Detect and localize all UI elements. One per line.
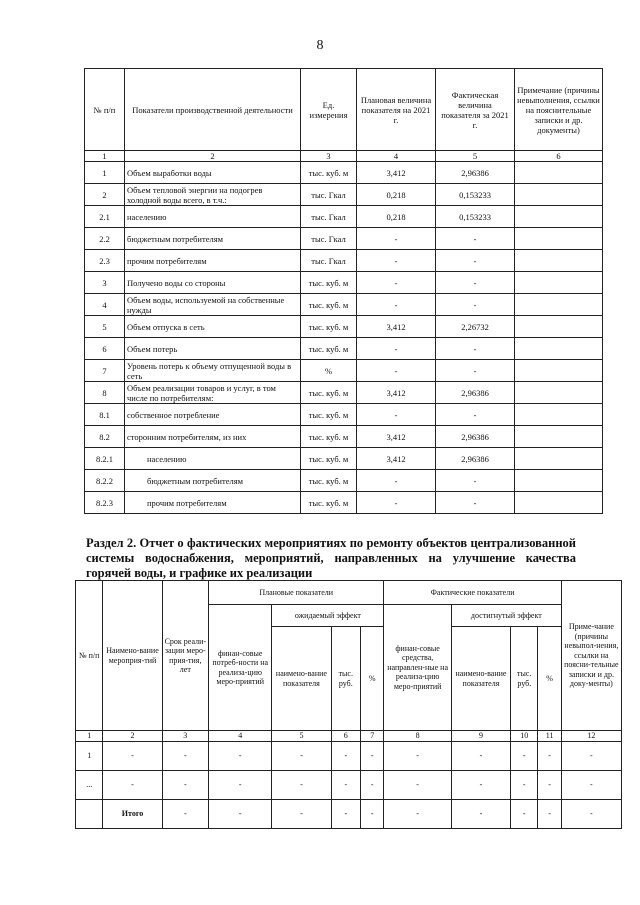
row-number: 8.2.2 xyxy=(85,470,125,492)
t2-header-achieved: достигнутый эффект xyxy=(451,605,561,627)
col-number: 5 xyxy=(436,151,515,162)
note xyxy=(515,448,603,470)
fact-value: 2,96386 xyxy=(436,448,515,470)
unit: тыс. куб. м xyxy=(301,426,357,448)
unit: тыс. куб. м xyxy=(301,316,357,338)
unit: тыс. Гкал xyxy=(301,250,357,272)
table-cell: - xyxy=(561,800,621,829)
t2-header-rub: тыс. руб. xyxy=(331,627,361,731)
page-number: 8 xyxy=(316,38,324,53)
indicator-name: Объем воды, используемой на собственные нужды xyxy=(125,294,301,316)
fact-value: 0,153233 xyxy=(436,184,515,206)
unit: тыс. Гкал xyxy=(301,206,357,228)
header-num: № п/п xyxy=(85,69,125,151)
row-number: 8.1 xyxy=(85,404,125,426)
table-cell: - xyxy=(511,771,538,800)
fact-value: 2,96386 xyxy=(436,426,515,448)
header-indicator: Показатели производственной деятельности xyxy=(125,69,301,151)
plan-value: - xyxy=(357,250,436,272)
table-cell: - xyxy=(331,742,361,771)
plan-value: - xyxy=(357,294,436,316)
t2-header-indicator-name-2: наимено-вание показателя xyxy=(451,627,510,731)
table-cell: ... xyxy=(76,771,103,800)
note xyxy=(515,272,603,294)
row-number: 2 xyxy=(85,184,125,206)
fact-value: - xyxy=(436,294,515,316)
col-number: 5 xyxy=(272,731,331,742)
table-row xyxy=(85,470,603,492)
unit: тыс. куб. м xyxy=(301,272,357,294)
table-cell: - xyxy=(162,742,208,771)
production-indicators-table xyxy=(84,68,603,514)
t2-header-actual: Фактические показатели xyxy=(384,581,561,605)
table-row xyxy=(85,360,603,382)
table-cell: - xyxy=(511,742,538,771)
header-plan: Плановая величина показателя на 2021 г. xyxy=(357,69,436,151)
unit: тыс. Гкал xyxy=(301,184,357,206)
unit: тыс. куб. м xyxy=(301,338,357,360)
col-number: 2 xyxy=(125,151,301,162)
plan-value: 3,412 xyxy=(357,382,436,404)
t2-header-indicator-name: наимено-вание показателя xyxy=(272,627,331,731)
table-cell: - xyxy=(511,800,538,829)
indicator-name: населению xyxy=(125,206,301,228)
col-number: 9 xyxy=(451,731,510,742)
table-cell: - xyxy=(272,771,331,800)
note xyxy=(515,492,603,514)
indicator-name: Объем тепловой энергии на подогрев холодной воды всего, в т.ч.: xyxy=(125,184,301,206)
indicator-name: Объем потерь xyxy=(125,338,301,360)
section-2-title: Раздел 2. Отчет о фактических мероприятиях по ремонту объектов централизованной системы водоснабжения, мероприятий, направленных на улучшение качества горячей воды, и графике их реализации xyxy=(86,536,576,580)
indicator-name: Объем отпуска в сеть xyxy=(125,316,301,338)
table-row xyxy=(85,316,603,338)
table-cell: - xyxy=(103,742,162,771)
t2-header-expected: ожидаемый эффект xyxy=(272,605,384,627)
row-number: 8.2.1 xyxy=(85,448,125,470)
note xyxy=(515,162,603,184)
t2-header-rub-2: тыс. руб. xyxy=(511,627,538,731)
table-row xyxy=(85,426,603,448)
table-row xyxy=(85,492,603,514)
table1-body xyxy=(85,162,603,514)
col-number: 7 xyxy=(361,731,384,742)
table-row xyxy=(76,742,622,771)
note xyxy=(515,338,603,360)
t2-header-act-fin: финан-совые средства, направлен-ные на реализа-цию меро-приятий xyxy=(384,605,452,731)
indicator-name: прочим потребителям xyxy=(125,492,301,514)
plan-value: - xyxy=(357,404,436,426)
col-number: 4 xyxy=(357,151,436,162)
table-cell: 1 xyxy=(76,742,103,771)
table-row xyxy=(85,162,603,184)
indicator-name: Объем реализации товаров и услуг, в том числе по потребителям: xyxy=(125,382,301,404)
fact-value: - xyxy=(436,404,515,426)
col-number: 12 xyxy=(561,731,621,742)
col-number: 3 xyxy=(162,731,208,742)
t2-header-planned: Плановые показатели xyxy=(209,581,384,605)
col-number: 3 xyxy=(301,151,357,162)
row-number: 8 xyxy=(85,382,125,404)
table-cell: - xyxy=(538,742,561,771)
table-cell: - xyxy=(209,771,272,800)
t2-header-pct-2: % xyxy=(538,627,561,731)
fact-value: - xyxy=(436,360,515,382)
header-unit: Ед. измерения xyxy=(301,69,357,151)
table-row xyxy=(85,272,603,294)
row-number: 3 xyxy=(85,272,125,294)
unit: тыс. куб. м xyxy=(301,162,357,184)
table-cell: - xyxy=(162,771,208,800)
t2-header-pct: % xyxy=(361,627,384,731)
table-cell xyxy=(76,800,103,829)
table-cell: - xyxy=(209,800,272,829)
header-fact: Фактическая величина показателя за 2021 г. xyxy=(436,69,515,151)
table-cell: - xyxy=(561,771,621,800)
table-cell: - xyxy=(361,742,384,771)
row-number: 4 xyxy=(85,294,125,316)
note xyxy=(515,470,603,492)
table-cell: - xyxy=(451,742,510,771)
indicator-name: Уровень потерь к объему отпущенной воды в сеть xyxy=(125,360,301,382)
unit: тыс. Гкал xyxy=(301,228,357,250)
table-cell: - xyxy=(538,800,561,829)
unit: тыс. куб. м xyxy=(301,448,357,470)
col-number: 4 xyxy=(209,731,272,742)
col-number: 1 xyxy=(76,731,103,742)
table-cell: - xyxy=(451,771,510,800)
indicator-name: собственное потребление xyxy=(125,404,301,426)
t2-header-num: № п/п xyxy=(76,581,103,731)
t2-header-note: Приме-чание (причины невыпол-нения, ссылки на поясни-тельные записки и др. доку-менты) xyxy=(561,581,621,731)
indicator-name: сторонним потребителям, из них xyxy=(125,426,301,448)
fact-value: - xyxy=(436,338,515,360)
fact-value: 0,153233 xyxy=(436,206,515,228)
table-row xyxy=(85,404,603,426)
table2-body xyxy=(76,742,622,829)
fact-value: 2,96386 xyxy=(436,162,515,184)
fact-value: - xyxy=(436,250,515,272)
table-row xyxy=(76,800,622,829)
table-cell: - xyxy=(451,800,510,829)
col-number: 10 xyxy=(511,731,538,742)
row-number: 7 xyxy=(85,360,125,382)
table-cell: - xyxy=(361,771,384,800)
unit: тыс. куб. м xyxy=(301,382,357,404)
t2-header-plan-fin: финан-совые потреб-ности на реализа-цию меро-приятий xyxy=(209,605,272,731)
unit: тыс. куб. м xyxy=(301,294,357,316)
note xyxy=(515,206,603,228)
note xyxy=(515,404,603,426)
indicator-name: Получено воды со стороны xyxy=(125,272,301,294)
plan-value: - xyxy=(357,492,436,514)
row-number: 2.1 xyxy=(85,206,125,228)
plan-value: 3,412 xyxy=(357,316,436,338)
plan-value: - xyxy=(357,360,436,382)
plan-value: - xyxy=(357,228,436,250)
unit: тыс. куб. м xyxy=(301,404,357,426)
note xyxy=(515,228,603,250)
indicator-name: населению xyxy=(125,448,301,470)
col-number: 1 xyxy=(85,151,125,162)
table-cell: - xyxy=(209,742,272,771)
fact-value: - xyxy=(436,470,515,492)
col-number: 2 xyxy=(103,731,162,742)
plan-value: 0,218 xyxy=(357,184,436,206)
table-cell: - xyxy=(384,800,452,829)
row-number: 6 xyxy=(85,338,125,360)
note xyxy=(515,250,603,272)
plan-value: - xyxy=(357,470,436,492)
fact-value: - xyxy=(436,272,515,294)
col-number: 8 xyxy=(384,731,452,742)
plan-value: 0,218 xyxy=(357,206,436,228)
row-number: 8.2 xyxy=(85,426,125,448)
repair-measures-table xyxy=(75,580,622,829)
plan-value: 3,412 xyxy=(357,448,436,470)
table-row xyxy=(85,250,603,272)
col-number: 11 xyxy=(538,731,561,742)
note xyxy=(515,382,603,404)
indicator-name: Объем выработки воды xyxy=(125,162,301,184)
table-cell: - xyxy=(331,771,361,800)
col-number: 6 xyxy=(515,151,603,162)
fact-value: - xyxy=(436,228,515,250)
note xyxy=(515,294,603,316)
fact-value: 2,96386 xyxy=(436,382,515,404)
table-row xyxy=(85,228,603,250)
fact-value: 2,26732 xyxy=(436,316,515,338)
table-cell: - xyxy=(384,742,452,771)
unit: % xyxy=(301,360,357,382)
note xyxy=(515,360,603,382)
header-note: Примечание (причины невыполнения, ссылки на пояснительные записки и др. документы) xyxy=(515,69,603,151)
note xyxy=(515,316,603,338)
row-number: 2.3 xyxy=(85,250,125,272)
table-cell: - xyxy=(272,800,331,829)
indicator-name: бюджетным потребителям xyxy=(125,228,301,250)
table-cell: - xyxy=(361,800,384,829)
plan-value: - xyxy=(357,338,436,360)
row-number: 2.2 xyxy=(85,228,125,250)
t2-header-term: Срок реали-зации меро-прия-тия, лет xyxy=(162,581,208,731)
note xyxy=(515,184,603,206)
plan-value: - xyxy=(357,272,436,294)
table-row xyxy=(85,206,603,228)
table-row xyxy=(85,382,603,404)
row-number: 8.2.3 xyxy=(85,492,125,514)
table-cell: - xyxy=(162,800,208,829)
table-cell: Итого xyxy=(103,800,162,829)
table-row xyxy=(85,184,603,206)
indicator-name: бюджетным потребителям xyxy=(125,470,301,492)
table-cell: - xyxy=(538,771,561,800)
plan-value: 3,412 xyxy=(357,162,436,184)
unit: тыс. куб. м xyxy=(301,492,357,514)
fact-value: - xyxy=(436,492,515,514)
note xyxy=(515,426,603,448)
table-cell: - xyxy=(384,771,452,800)
col-number: 6 xyxy=(331,731,361,742)
table-row xyxy=(85,338,603,360)
row-number: 5 xyxy=(85,316,125,338)
plan-value: 3,412 xyxy=(357,426,436,448)
table-cell: - xyxy=(103,771,162,800)
t2-column-numbers xyxy=(76,731,622,742)
table-row xyxy=(76,771,622,800)
unit: тыс. куб. м xyxy=(301,470,357,492)
table-row xyxy=(85,294,603,316)
t2-header-name: Наимено-вание мероприя-тий xyxy=(103,581,162,731)
table-cell: - xyxy=(331,800,361,829)
indicator-name: прочим потребителям xyxy=(125,250,301,272)
table-cell: - xyxy=(272,742,331,771)
table-cell: - xyxy=(561,742,621,771)
table-row xyxy=(85,448,603,470)
row-number: 1 xyxy=(85,162,125,184)
